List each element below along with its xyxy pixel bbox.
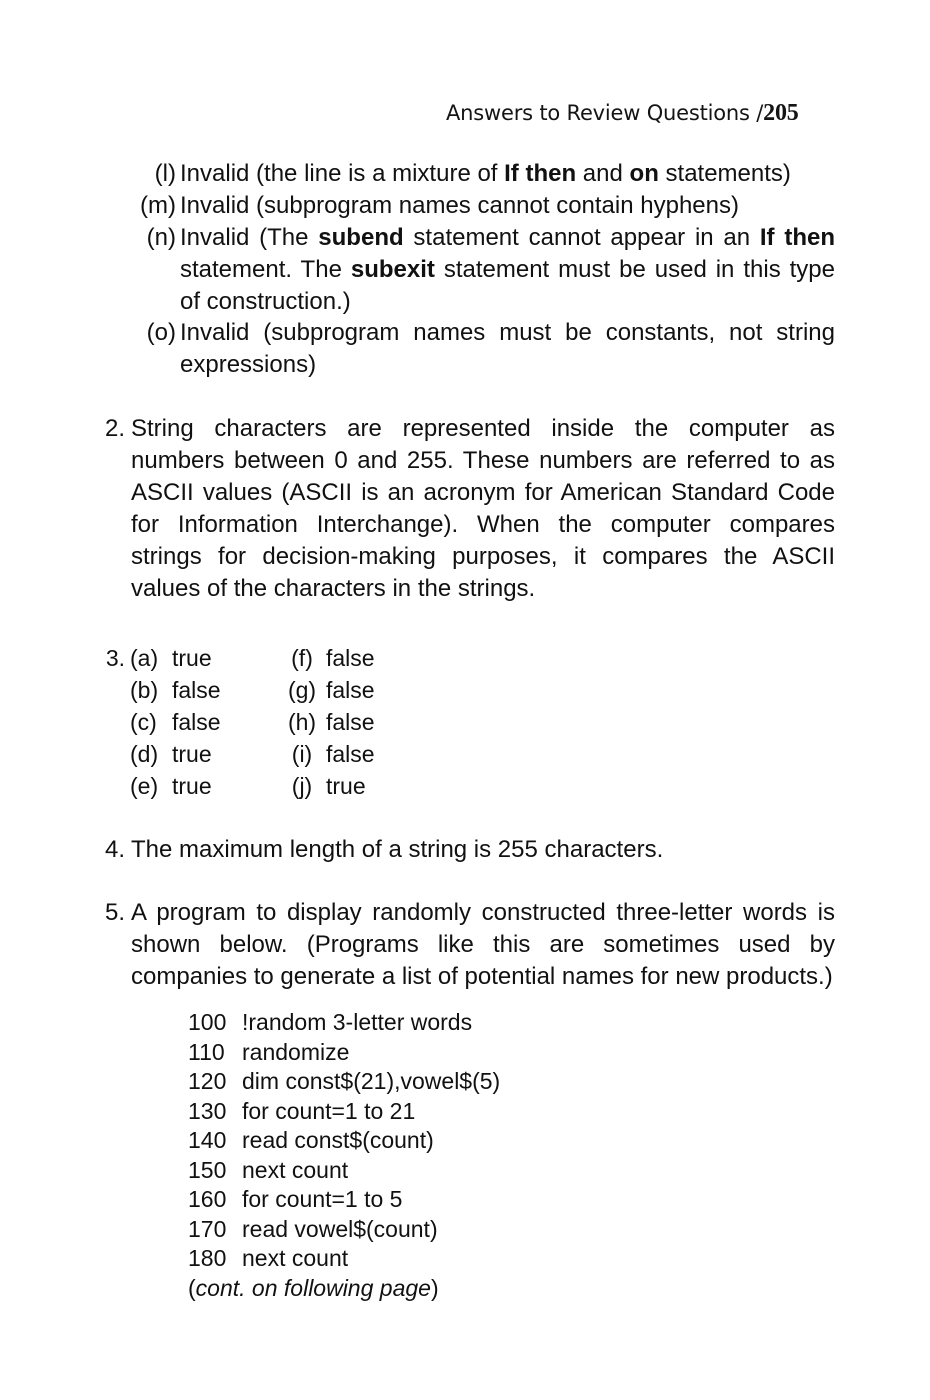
continuation-text: cont. on following page bbox=[195, 1274, 431, 1301]
keyword: subexit bbox=[350, 256, 435, 283]
code-line bbox=[188, 1126, 500, 1156]
text-run: statements) bbox=[658, 160, 791, 187]
text-run: Invalid (the line is a mixture of bbox=[180, 160, 505, 187]
sub-answer-label: (o) bbox=[146, 319, 176, 346]
item-value: true bbox=[172, 741, 212, 767]
sub-answer bbox=[120, 158, 835, 190]
line-number: 100 bbox=[188, 1009, 227, 1035]
item-label: (e) bbox=[130, 773, 159, 799]
line-number: 160 bbox=[188, 1186, 227, 1212]
answer-number: 3. bbox=[105, 645, 125, 671]
item-label: (g) bbox=[287, 677, 317, 703]
item-label: (b) bbox=[130, 677, 159, 703]
text-run: statement must be used in this type of construction.) bbox=[180, 256, 835, 315]
item-value: false bbox=[326, 741, 375, 767]
code-line bbox=[188, 1008, 500, 1038]
line-number: 170 bbox=[188, 1215, 227, 1242]
sub-answer-text bbox=[180, 158, 835, 190]
code-line bbox=[188, 1038, 500, 1068]
keyword: If then bbox=[504, 160, 577, 187]
code-statement: read vowel$(count) bbox=[242, 1215, 438, 1242]
page-number: 205 bbox=[763, 100, 799, 126]
sub-answer-label: (n) bbox=[146, 224, 176, 251]
text-run: statement cannot appear in an bbox=[403, 224, 760, 251]
continuation-note: ( cont. on following page ) bbox=[188, 1274, 500, 1304]
header-separator: / bbox=[749, 101, 764, 125]
sub-answer-text bbox=[180, 190, 835, 222]
line-number: 140 bbox=[188, 1127, 227, 1153]
code-line bbox=[188, 1215, 500, 1245]
item-label: (a) bbox=[130, 645, 159, 671]
code-statement: for count=1 to 21 bbox=[242, 1097, 416, 1124]
line-number: 180 bbox=[188, 1245, 227, 1271]
text-run: Invalid (The bbox=[180, 224, 319, 251]
item-label: (h) bbox=[287, 709, 317, 735]
code-line bbox=[188, 1156, 500, 1186]
sub-answer-label: (l) bbox=[154, 160, 176, 187]
answer-number: 2. bbox=[104, 415, 125, 442]
line-number: 110 bbox=[188, 1038, 225, 1065]
code-statement: !random 3-letter words bbox=[242, 1009, 473, 1035]
answer-4 bbox=[95, 834, 835, 866]
answer-text: The maximum length of a string is 255 characters. bbox=[131, 836, 664, 863]
answer-5 bbox=[95, 897, 835, 993]
line-number: 120 bbox=[188, 1068, 227, 1094]
sub-answer-text bbox=[180, 317, 835, 381]
item-label: (d) bbox=[130, 741, 159, 767]
item-value: false bbox=[326, 677, 375, 703]
header-title: Answers to Review Questions bbox=[446, 101, 750, 125]
item-value: false bbox=[326, 645, 375, 671]
code-statement: next count bbox=[242, 1245, 349, 1271]
program-listing bbox=[188, 1008, 500, 1303]
answer-number: 4. bbox=[104, 836, 125, 863]
text-run: statement. The bbox=[180, 256, 351, 283]
code-line bbox=[188, 1244, 500, 1274]
answer-number: 5. bbox=[104, 899, 125, 926]
sub-answer-label: (m) bbox=[140, 192, 176, 219]
running-header bbox=[446, 100, 836, 127]
item-value: false bbox=[326, 709, 375, 735]
keyword: on bbox=[629, 160, 659, 187]
code-statement: read const$(count) bbox=[242, 1127, 434, 1153]
item-label: (i) bbox=[291, 741, 313, 767]
code-statement: next count bbox=[242, 1156, 349, 1183]
sub-answer bbox=[120, 190, 835, 222]
sub-answer-text bbox=[180, 222, 835, 318]
item-label: (f) bbox=[291, 645, 313, 671]
text-run: Invalid (subprogram names cannot contain hyphens) bbox=[180, 192, 739, 219]
item-value: true bbox=[172, 773, 212, 799]
line-number: 130 bbox=[188, 1097, 227, 1124]
code-statement: for count=1 to 5 bbox=[242, 1186, 403, 1212]
sub-answer bbox=[120, 317, 835, 381]
sub-answer bbox=[120, 222, 835, 318]
keyword: If then bbox=[759, 224, 835, 251]
item-label: (c) bbox=[130, 709, 157, 735]
answer-text: A program to display randomly constructed three-letter words is shown below. (Programs like this are sometimes used by companies to generate a list of potential names for new products.) bbox=[131, 899, 835, 990]
keyword: subend bbox=[318, 224, 404, 251]
item-value: true bbox=[326, 773, 366, 799]
item-label: (j) bbox=[291, 773, 313, 799]
text-run: and bbox=[576, 160, 630, 187]
line-number: 150 bbox=[188, 1156, 227, 1183]
item-value: true bbox=[172, 645, 212, 671]
item-value: false bbox=[172, 677, 221, 703]
code-line bbox=[188, 1067, 500, 1097]
item-value: false bbox=[172, 709, 221, 735]
code-line bbox=[188, 1097, 500, 1127]
code-line bbox=[188, 1185, 500, 1215]
text-run: Invalid (subprogram names must be constants, not string expressions) bbox=[180, 319, 835, 378]
code-statement: dim const$(21),vowel$(5) bbox=[242, 1068, 501, 1094]
code-statement: randomize bbox=[242, 1038, 350, 1065]
answer-text: String characters are represented inside the computer as numbers between 0 and 255. These numbers are referred to as ASCII values (ASCII is an acronym for American Standard Code for Information Interchange). When the computer compares strings for decision-making purposes, it compares the ASCII values of the characters in the strings. bbox=[131, 415, 835, 602]
answer-2 bbox=[95, 413, 835, 605]
